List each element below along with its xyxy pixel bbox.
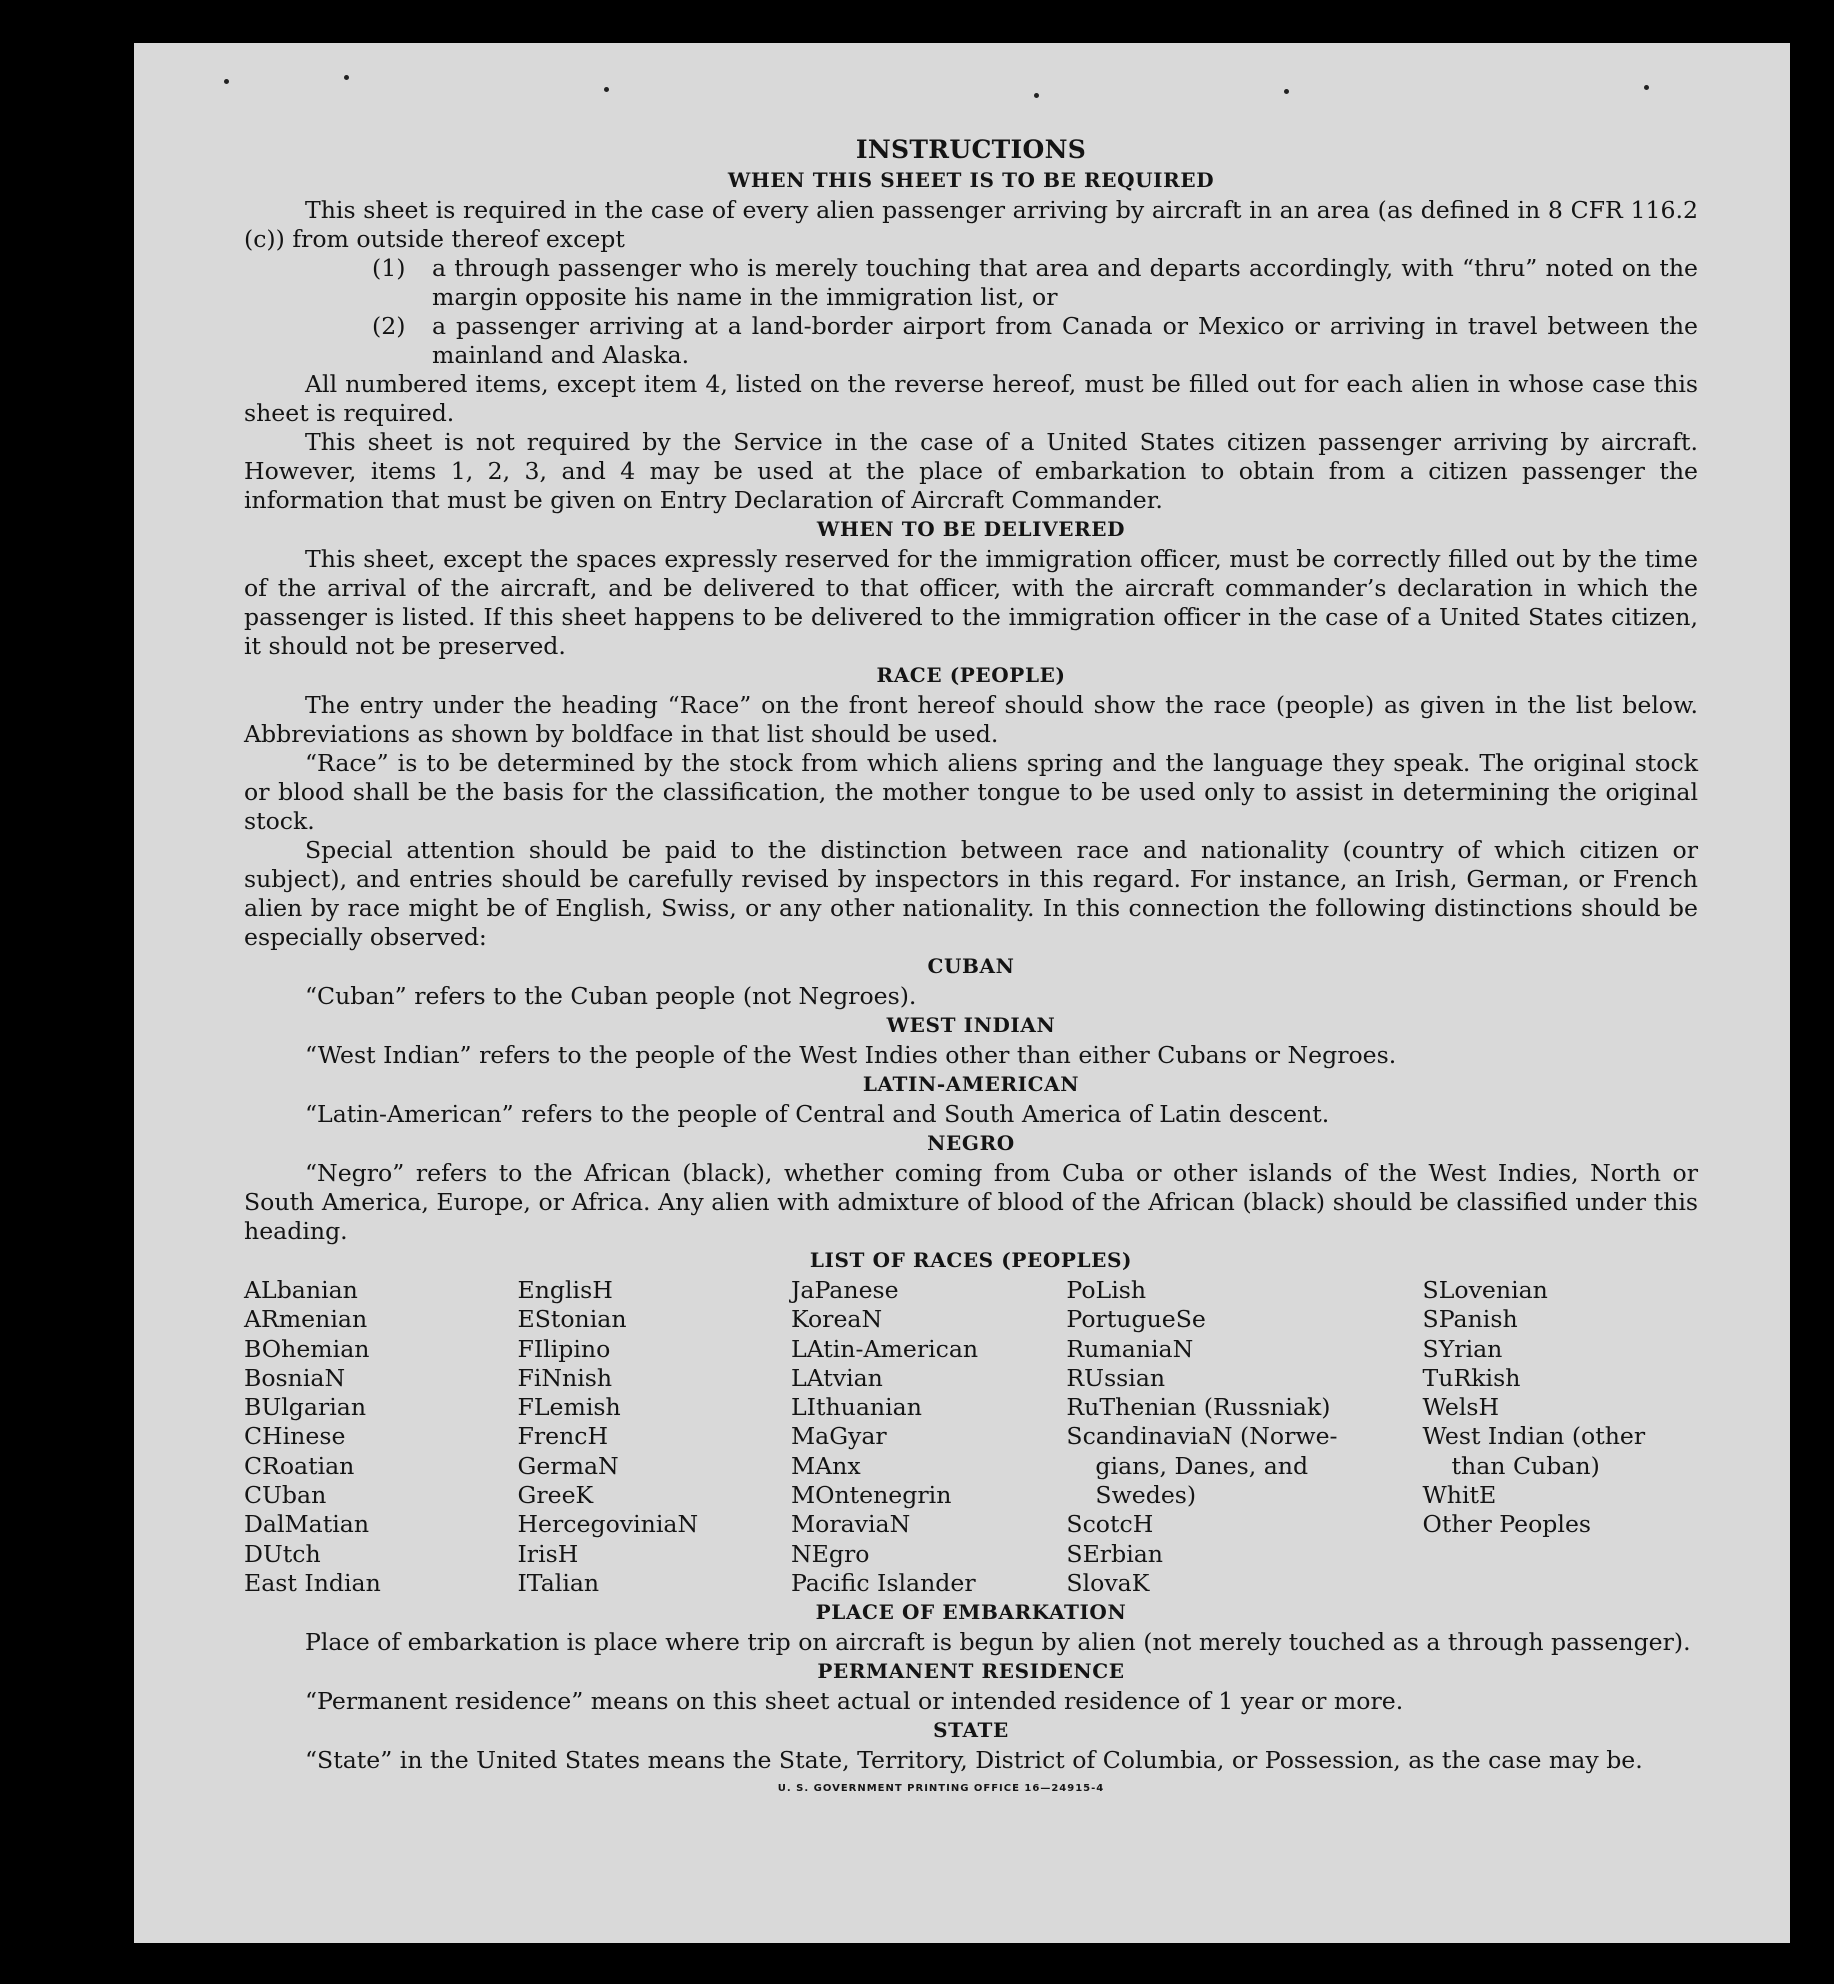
races-column-2	[517, 1276, 790, 1598]
paragraph: “Race” is to be determined by the stock from which aliens spring and the language they speak. The original stock or blood shall be the basis for the classification, the mother tongue to be used only to assist in determining the original stock.	[244, 749, 1698, 835]
race-entry: BUlgarian	[244, 1393, 367, 1422]
race-entry: MOntenegrin	[790, 1481, 952, 1510]
race-entry: PortugueSe	[1066, 1305, 1206, 1334]
race-entry: IrisH	[517, 1539, 579, 1568]
speck	[1284, 89, 1289, 94]
race-entry: TuRkish	[1422, 1363, 1521, 1392]
race-entry: LAtvian	[790, 1363, 883, 1392]
printing-office-footer: U. S. GOVERNMENT PRINTING OFFICE 16—24915-4	[777, 1783, 1105, 1795]
heading-place-of-embarkation: PLACE OF EMBARKATION	[815, 1600, 1127, 1625]
races-column-5	[1423, 1276, 1698, 1598]
race-entry: SlovaK	[1066, 1568, 1150, 1597]
heading-cuban: CUBAN	[927, 954, 1015, 978]
race-entry: BOhemian	[244, 1334, 370, 1363]
heading-race: RACE (PEOPLE)	[876, 663, 1066, 687]
race-entry: East Indian	[244, 1568, 381, 1597]
paragraph: “Latin-American” refers to the people of Central and South America of Latin descent.	[305, 1100, 1330, 1128]
race-entry: GreeK	[517, 1481, 594, 1510]
paragraph: This sheet, except the spaces expressly reserved for the immigration officer, must be correctly filled out by the time of the arrival of the aircraft, and be delivered to that officer, with the aircraft commander’s declaration in which the passenger is listed. If this sheet happens to be delivered to the immigration officer in the case of a United States citizen, it should not be preserved.	[244, 545, 1698, 660]
race-entry: SYrian	[1422, 1334, 1503, 1363]
paragraph: Place of embarkation is place where trip on aircraft is begun by alien (not merely touched as a through passenger).	[305, 1628, 1691, 1657]
race-entry: DalMatian	[244, 1510, 370, 1539]
race-entry: RuThenian (Russniak)	[1066, 1393, 1331, 1422]
heading-when-delivered: WHEN TO BE DELIVERED	[816, 517, 1126, 541]
race-entry: WhitE	[1422, 1481, 1497, 1510]
race-entry: RumaniaN	[1066, 1334, 1194, 1363]
race-entry: LAtin-American	[790, 1334, 979, 1363]
heading-when-required: WHEN THIS SHEET IS TO BE REQUIRED	[727, 168, 1215, 192]
race-entry: Other Peoples	[1422, 1510, 1592, 1539]
paragraph: “Cuban” refers to the Cuban people (not Negroes).	[305, 982, 917, 1010]
race-entry: SPanish	[1422, 1305, 1518, 1334]
paragraph: “State” in the United States means the State, Territory, District of Columbia, or Possession, as the case may be.	[305, 1746, 1643, 1775]
page-title: INSTRUCTIONS	[855, 135, 1087, 164]
heading-state: STATE	[933, 1718, 1009, 1743]
race-entry: MaGyar	[790, 1422, 887, 1451]
paragraph: The entry under the heading “Race” on the front hereof should show the race (people) as given in the list below. Abbreviations as shown by boldface in that list should be used.	[244, 691, 1698, 748]
races-column-3	[791, 1276, 1066, 1598]
paragraph: This sheet is required in the case of every alien passenger arriving by aircraft in an area (as defined in 8 CFR 116.2 (c)) from outside thereof except	[244, 196, 1698, 253]
race-entry: DUtch	[244, 1539, 321, 1568]
race-entry: ARmenian	[244, 1305, 368, 1334]
race-entry: PoLish	[1066, 1276, 1147, 1304]
race-entry: CUban	[244, 1481, 327, 1510]
heading-negro: NEGRO	[927, 1131, 1015, 1155]
race-entry: JaPanese	[790, 1276, 899, 1304]
race-entry: ALbanian	[244, 1276, 358, 1304]
speck	[344, 75, 349, 80]
list-item: (1) a through passenger who is merely touching that area and departs accordingly, with “thru” noted on the margin opposite his name in the immigration list, or	[372, 254, 1698, 311]
race-entry: FLemish	[517, 1393, 621, 1422]
race-entry: ScotcH	[1066, 1510, 1154, 1539]
race-entry: HercegoviniaN	[517, 1510, 699, 1539]
speck	[224, 79, 229, 84]
paragraph: “Permanent residence” means on this sheet actual or intended residence of 1 year or more.	[305, 1687, 1404, 1716]
paragraph: All numbered items, except item 4, listed on the reverse hereof, must be filled out for each alien in whose case this sheet is required.	[244, 370, 1698, 427]
paragraph: “Negro” refers to the African (black), whether coming from Cuba or other islands of the West Indies, North or South America, Europe, or Africa. Any alien with admixture of blood of the African (black) should be classified under this heading.	[244, 1159, 1698, 1245]
race-entry: CHinese	[244, 1422, 346, 1451]
race-entry: BosniaN	[244, 1363, 346, 1392]
race-entry: West Indian (other	[1422, 1422, 1646, 1451]
speck	[604, 87, 609, 92]
paragraph: “West Indian” refers to the people of the West Indies other than either Cubans or Negroes.	[305, 1041, 1397, 1069]
races-column-1	[244, 1276, 517, 1598]
race-entry: LIthuanian	[790, 1393, 922, 1422]
race-entry: SErbian	[1066, 1539, 1163, 1568]
race-entry: than Cuban)	[1451, 1451, 1600, 1480]
heading-permanent-residence: PERMANENT RESIDENCE	[817, 1659, 1125, 1684]
speck	[1034, 93, 1039, 98]
race-entry: Swedes)	[1095, 1481, 1197, 1510]
race-entry: FrencH	[517, 1422, 609, 1451]
race-entry: FiNnish	[517, 1363, 613, 1392]
race-entry: RUssian	[1066, 1363, 1166, 1392]
race-entry: ITalian	[517, 1568, 600, 1597]
races-column-4	[1066, 1276, 1422, 1598]
race-entry: WelsH	[1422, 1393, 1500, 1422]
heading-latin-american: LATIN-AMERICAN	[862, 1072, 1080, 1096]
race-entry: MoraviaN	[790, 1510, 911, 1539]
race-entry: MAnx	[790, 1451, 861, 1480]
race-entry: NEgro	[790, 1539, 870, 1568]
race-entry: Pacific Islander	[790, 1568, 976, 1597]
paragraph: Special attention should be paid to the distinction between race and nationality (country of which citizen or subject), and entries should be carefully revised by inspectors in this regard. For instance, an Irish, German, or French alien by race might be of English, Swiss, or any other nationality. In this connection the following distinctions should be especially observed:	[244, 836, 1698, 951]
race-entry: ScandinaviaN (Norwe-	[1066, 1422, 1338, 1451]
races-list	[244, 1276, 1698, 1598]
race-entry: CRoatian	[244, 1451, 355, 1480]
document-page	[134, 43, 1790, 1943]
race-entry: GermaN	[517, 1451, 619, 1480]
race-entry: KoreaN	[790, 1305, 883, 1334]
race-entry: FIlipino	[517, 1334, 611, 1363]
heading-list-of-races: LIST OF RACES (PEOPLES)	[809, 1248, 1133, 1272]
race-entry: SLovenian	[1422, 1276, 1548, 1304]
race-entry: gians, Danes, and	[1095, 1451, 1309, 1480]
heading-west-indian: WEST INDIAN	[886, 1013, 1056, 1037]
race-entry: EnglisH	[517, 1276, 613, 1304]
paragraph: This sheet is not required by the Service in the case of a United States citizen passenger arriving by aircraft. However, items 1, 2, 3, and 4 may be used at the place of embarkation to obtain from a citizen passenger the information that must be given on Entry Declaration of Aircraft Commander.	[244, 428, 1698, 514]
speck	[1644, 85, 1649, 90]
list-item: (2) a passenger arriving at a land-border airport from Canada or Mexico or arriving in travel between the mainland and Alaska.	[372, 312, 1698, 369]
race-entry: EStonian	[517, 1305, 627, 1334]
